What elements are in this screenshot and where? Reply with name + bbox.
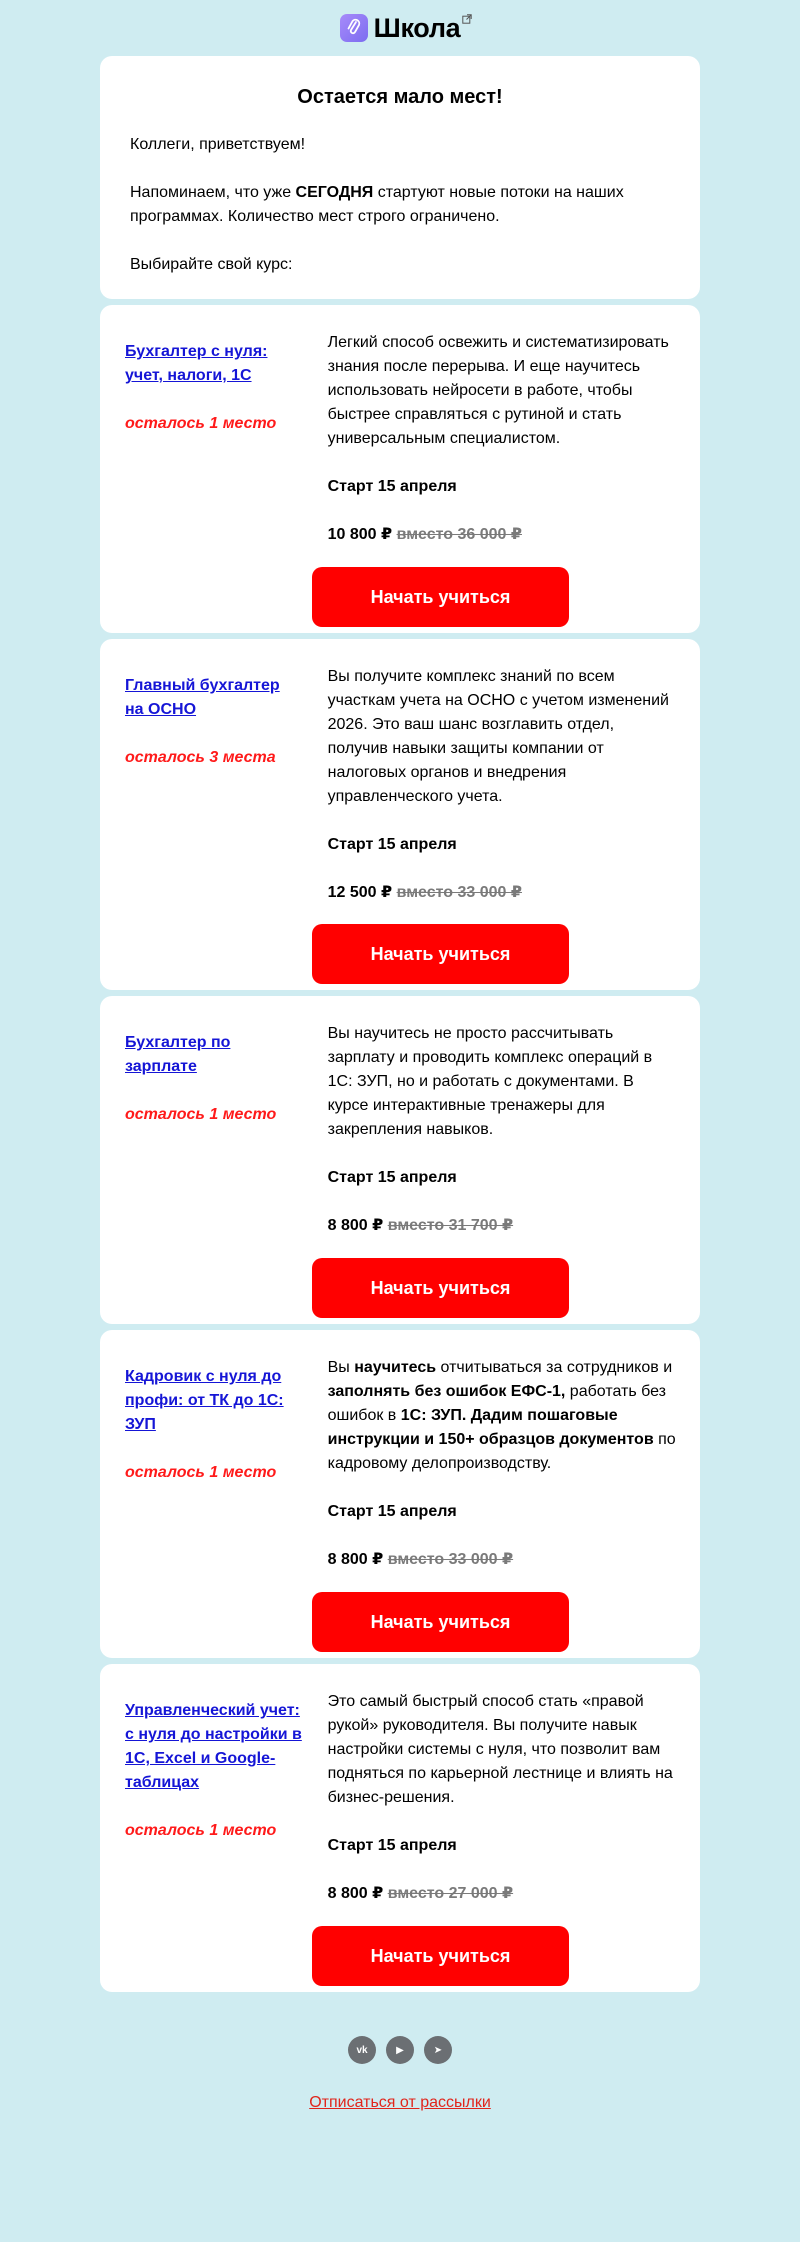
greeting-text: Коллеги, приветствуем! [130,136,306,153]
telegram-icon[interactable]: ➤ [424,2036,452,2064]
reminder-text [130,181,670,229]
course-title-link[interactable]: Бухгалтер по зарплате [125,1034,231,1075]
course-start: Старт 15 апреля [327,836,457,853]
desc-part: работать без ошибок в [327,1383,666,1424]
unsubscribe-link[interactable]: Отписаться от рассылки [309,2094,491,2111]
course-title-link[interactable]: Кадровик с нуля до профи: от ТК до 1С: ЗУП [125,1368,284,1433]
course-price [328,1548,676,1572]
course-description [328,1356,676,1476]
old-price: вместо 31 700 ₽ [387,1217,514,1234]
reminder-prefix: Напоминаем, что уже [130,184,296,201]
email-container [100,0,700,2112]
course-left-column [125,665,303,990]
external-link-icon [462,11,472,29]
course-description: Вы получите комплекс знаний по всем участкам учета на ОСНО с учетом изменений 2026. Это ваш шанс возглавить отдел, получив навыки защиты компании от налоговых органов и внедрения управленческого учета. [327,668,669,805]
course-card [100,639,700,990]
start-learning-button[interactable]: Начать учиться [312,1258,569,1318]
intro-title: Остается мало мест! [297,86,503,108]
course-start: Старт 15 апреля [327,1837,457,1854]
current-price: 10 800 ₽ [327,526,393,543]
choose-course-text: Выбирайте свой курс: [130,256,293,273]
current-price: 8 800 ₽ [327,1885,384,1902]
old-price: вместо 36 000 ₽ [396,526,522,543]
old-price: вместо 27 000 ₽ [387,1885,514,1902]
logo-text: Школа [373,12,461,43]
intro-card [100,56,700,299]
spots-left: осталось 1 место [125,1822,277,1839]
course-left-column [125,331,303,633]
desc-part: Вы [327,1359,355,1376]
course-start: Старт 15 апреля [327,1503,457,1520]
start-learning-button[interactable]: Начать учиться [312,567,569,627]
vk-icon[interactable]: vk [348,2036,376,2064]
social-links [100,2036,700,2064]
desc-part: отчитываться за сотрудников и [436,1359,673,1376]
course-description: Вы научитесь не просто рассчитывать зарплату и проводить комплекс операций в 1С: ЗУП, но и работать с документами. В курсе интерактивные тренажеры для закрепления навыков. [327,1025,653,1138]
course-start: Старт 15 апреля [327,1169,457,1186]
course-description: Это самый быстрый способ стать «правой рукой» руководителя. Вы получите навык настройки системы с нуля, что позволит вам подняться по карьерной лестнице и влиять на бизнес-решения. [327,1693,673,1806]
course-card [100,1664,700,1992]
course-left-column [125,1690,303,1992]
youtube-icon[interactable]: ▶ [386,2036,414,2064]
old-price: вместо 33 000 ₽ [396,884,522,901]
course-price [328,523,676,547]
start-learning-button[interactable]: Начать учиться [312,1592,569,1652]
course-price [328,881,676,905]
current-price: 8 800 ₽ [327,1551,384,1568]
course-left-column [125,1022,303,1324]
current-price: 12 500 ₽ [327,884,393,901]
course-price [328,1214,676,1238]
old-price: вместо 33 000 ₽ [387,1551,514,1568]
reminder-suffix: стартуют новые потоки на наших программах. Количество мест строго ограничено. [130,184,624,225]
start-learning-button[interactable]: Начать учиться [312,924,569,984]
course-start: Старт 15 апреля [327,478,457,495]
course-card [100,996,700,1324]
desc-part-bold: заполнять без ошибок ЕФС-1, [327,1383,566,1400]
spots-left: осталось 3 места [125,749,276,766]
course-title-link[interactable]: Главный бухгалтер на ОСНО [125,677,280,718]
desc-part: по кадровому делопроизводству. [327,1431,676,1472]
desc-part-bold: 1С: ЗУП. Дадим пошаговые инструкции и 150+ образцов документов [327,1407,654,1448]
course-title-link[interactable]: Бухгалтер с нуля: учет, налоги, 1С [125,343,268,384]
course-description: Легкий способ освежить и систематизировать знания после перерыва. И еще научитесь использовать нейросети в работе, чтобы быстрее справляться с рутиной и стать универсальным специалистом. [327,334,669,447]
course-title-link[interactable]: Управленческий учет: с нуля до настройки в 1С, Excel и Google-таблицах [125,1702,302,1791]
paperclip-icon [340,14,368,42]
spots-left: осталось 1 место [125,1106,277,1123]
course-price [328,1882,676,1906]
desc-part-bold: научитесь [354,1359,437,1376]
course-left-column [125,1356,303,1658]
current-price: 8 800 ₽ [327,1217,384,1234]
spots-left: осталось 1 место [125,1464,277,1481]
start-learning-button[interactable]: Начать учиться [312,1926,569,1986]
spots-left: осталось 1 место [125,415,277,432]
logo[interactable] [340,13,461,44]
reminder-today: СЕГОДНЯ [295,184,374,201]
course-card [100,1330,700,1658]
course-card [100,305,700,633]
header [100,0,700,56]
